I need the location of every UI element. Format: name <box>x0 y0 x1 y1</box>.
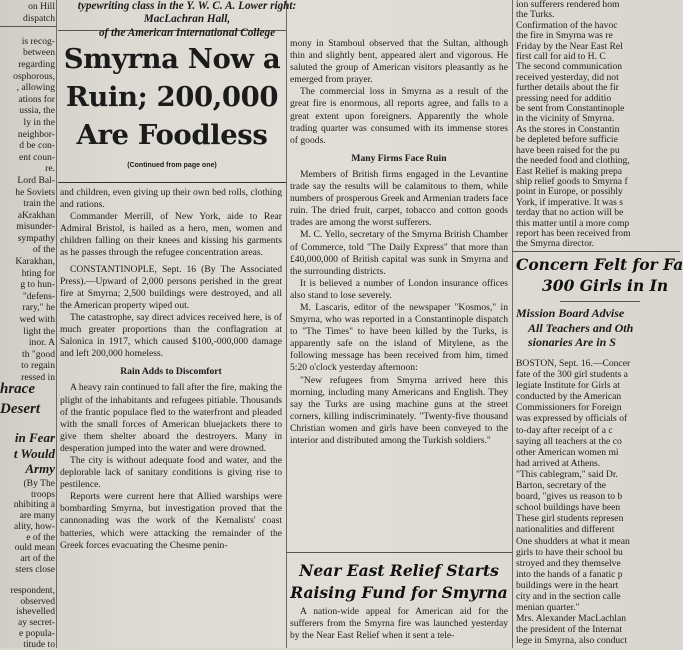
paragraph: mony in Stamboul observed that the Sultan, although thin and slightly bent, appeared alert and vigorous. He saluted the group of American visitors pleasantly as he emerged from prayer. <box>290 38 508 86</box>
article-column-3 <box>290 38 508 550</box>
text-line: stroyed and they themselve <box>516 557 621 569</box>
column-rule <box>512 0 513 648</box>
text-line: ly in the <box>23 116 55 128</box>
left-edge-column-top <box>0 1 55 383</box>
headline-line: Smyrna Now a <box>63 43 281 75</box>
text-line: legiate Institute for Girls at <box>516 380 620 392</box>
text-line: first call for aid to H. C <box>516 51 606 63</box>
text-line: be depleted before sufficie <box>516 134 618 146</box>
text-line: between <box>23 47 55 59</box>
text-line: troops <box>31 488 55 500</box>
caption-line: typewriting class in the Y. W. C. A. Lower right: MacLachran Hall, <box>77 0 297 26</box>
text-line: conducted by the American <box>516 391 622 403</box>
headline-line: Raising Fund for Smyrna <box>290 583 508 602</box>
text-line: inor. A <box>28 337 55 349</box>
text-line: fate of the 300 girl students a <box>516 369 628 381</box>
text-line: "This cablegram," said Dr. <box>516 468 618 480</box>
caption-line: of the American International College <box>98 26 276 39</box>
text-line: is recog- <box>21 35 55 47</box>
headline-line: sionaries Are in S <box>528 335 616 349</box>
text-line: th "good <box>22 348 55 360</box>
paragraph: CONSTANTINOPLE, Sept. 16 (By The Associated Press).—Upward of 2,000 persons perished in the great fire at Smyrna; 2,500 buildings were destroyed, and all the American property wiped out. <box>60 263 282 311</box>
left-edge-headline-line: Army <box>25 461 55 476</box>
text-line: Commissioners for Foreign <box>516 402 622 414</box>
text-line: board, "gives us reason to b <box>516 491 623 503</box>
text-line: to regain <box>21 360 55 372</box>
paragraph: and children, even giving up their own bed rolls, clothing and rations. <box>60 187 282 211</box>
text-line: These girl students represen <box>516 513 624 525</box>
text-line: ressed in <box>21 372 55 383</box>
text-line: ion sufferers rendered hom <box>516 0 620 10</box>
text-line: York, if imperative. It was s <box>516 196 623 208</box>
subheading: Many Firms Face Ruin <box>351 152 447 164</box>
text-line: hting for <box>21 267 55 279</box>
text-line: Karakhan, <box>15 256 55 268</box>
text-line: ishevelled <box>16 606 55 618</box>
text-line: report has been received from <box>516 227 631 239</box>
paragraph: "New refugees from Smyrna arrived here this morning, including many Americans and English. They say the Turks are using machine guns at the street corners, killing indiscriminately. "Twenty-five thousand Christian women and girls have been conveyed to the interior and distributed among the Turkish soldiers." <box>290 374 508 446</box>
text-line: this matter until a more comp <box>516 217 630 229</box>
article-column-3-bottom <box>290 606 508 648</box>
text-line: observed <box>20 595 55 607</box>
text-line: misunder- <box>16 221 55 233</box>
text-line: train the <box>23 198 55 210</box>
article-column-2 <box>60 187 282 648</box>
text-line: One shudders at what it mean <box>516 535 630 547</box>
text-line: respondent, <box>10 585 55 597</box>
text-line: lege in Smyrna, also conduct <box>516 635 628 647</box>
text-line: regarding <box>18 58 55 70</box>
text-line: the fire in Smyrna was re <box>516 30 613 42</box>
text-line: , allowing <box>16 82 55 94</box>
text-line: saying all teachers at the co <box>516 435 622 447</box>
text-line: As the stores in Constantin <box>516 123 620 135</box>
text-line: ship relief goods to Smyrna f <box>516 175 628 187</box>
paragraph: Commander Merrill, of New York, aide to Rear Admiral Bristol, is hailed as a hero, men, women and children falling on their knees and kissing his garments as he passes through the refugee concentration areas. <box>60 211 282 259</box>
photo-caption <box>62 0 312 40</box>
text-line: BOSTON, Sept. 16.—Concer <box>516 358 631 369</box>
left-edge-headline-1 <box>0 379 55 419</box>
relief-headline <box>288 560 510 604</box>
text-line: light the <box>23 325 55 337</box>
divider <box>560 301 640 302</box>
text-line: "defens- <box>22 290 55 302</box>
concern-headline <box>516 254 683 296</box>
text-line: Confirmation of the havoc <box>516 19 618 31</box>
left-edge-headline-line: in Fear <box>14 430 55 445</box>
paragraph: The commercial loss in Smyrna as a result of the great fire is enormous, all reports agree, and falls to a great extent upon foreigners. Apparently the whole trading quarter was consumed with its immense stores of goods. <box>290 86 508 146</box>
text-line: ations for <box>18 93 55 105</box>
main-headline <box>58 40 286 154</box>
text-line: ould mean <box>14 542 55 554</box>
text-line: sympathy <box>17 232 55 244</box>
left-edge-headline-line: Desert <box>0 401 40 417</box>
text-line: e of the <box>26 531 55 543</box>
paragraph: The city is without adequate food and water, and the deplorable lack of sanitary conditions is giving rise to pestilence. <box>60 454 282 491</box>
paragraph: It is believed a number of London insurance offices also stand to lose severely. <box>290 277 508 301</box>
text-line: on Hill <box>28 1 55 12</box>
column-rule <box>56 0 57 648</box>
divider <box>286 552 512 553</box>
text-line: titude to <box>23 638 55 650</box>
column-rule <box>286 0 287 648</box>
text-line: to-day after receipt of a c <box>516 424 613 436</box>
text-line: neighbor- <box>17 128 55 140</box>
text-line: rary," he <box>22 302 55 314</box>
text-line: nhibiting a <box>13 499 55 511</box>
left-edge-column-bottom <box>0 479 55 648</box>
headline-line: Near East Relief Starts <box>299 561 499 580</box>
continued-note: (Continued from page one) <box>127 162 217 169</box>
text-line: g to hun- <box>20 279 55 291</box>
left-edge-headline-line: hrace <box>0 381 35 397</box>
article-column-4-top <box>516 0 680 250</box>
text-line: terday that no action will be <box>516 207 624 219</box>
subheading: Rain Adds to Discomfort <box>120 366 222 378</box>
paragraph: M. C. Yello, secretary of the Smyrna British Chamber of Commerce, told "The Daily Express" that more than £40,000,000 of British capital was sunk in Smyrna and the surrounding districts. <box>290 229 508 277</box>
paragraph: Reports were current here that Allied warships were bombarding Smyrna, but investigation proved that the cannonading was the work of the Kemalists' coast batteries, which were attacking the remainder of the Greek forces evacuating the Chesme penin- <box>60 491 282 551</box>
headline-line: 300 Girls in In <box>542 276 669 295</box>
text-line: the president of the Internat <box>516 624 623 636</box>
paragraph: M. Lascaris, editor of the newspaper "Kosmos," in Smyrna, who was reported in a Constantinople dispatch to "The Times" to have been killed by the Turks, is apparently safe on the island of Mitylene, as the following message has been received from him, timed 5:20 o'clock yesterday afternoon: <box>290 301 508 374</box>
headline-line: Ruin; 200,000 <box>65 81 279 113</box>
text-line: ent coun- <box>19 151 55 163</box>
headline-line: All Teachers and Oth <box>528 320 634 335</box>
text-line: other American women mi <box>516 446 619 458</box>
headline-line: Mission Board Advise <box>516 306 625 320</box>
text-line: Lord Bal- <box>17 174 55 186</box>
mission-board-headline <box>516 306 680 350</box>
text-line: nationalities and different <box>516 524 615 536</box>
left-edge-headline-2 <box>0 430 55 477</box>
text-line: dispatch <box>23 12 55 24</box>
text-line: girls to have their school bu <box>516 546 623 558</box>
text-line: menian quarter." <box>516 602 580 614</box>
text-line: d be con- <box>19 140 55 152</box>
text-line: osphorous, <box>13 70 55 82</box>
text-line: the Turks. <box>516 9 555 21</box>
divider <box>58 182 286 183</box>
text-line: the Smyrna director. <box>516 238 595 250</box>
text-line: was expressed by officials of <box>516 413 628 425</box>
text-line: East Relief is making prepa <box>516 165 623 177</box>
text-line <box>0 24 55 36</box>
text-line: of the <box>32 244 55 256</box>
text-line: he Soviets <box>15 186 55 198</box>
text-line: received yesterday, did not <box>516 71 619 83</box>
text-line: have been raised for the pu <box>516 144 620 156</box>
text-line: wed with <box>19 314 55 326</box>
paragraph: Members of British firms engaged in the Levantine trade say the results will be calamitous to them, while numbers of prosperous Greek and Armenian traders face ruin. The dried fruit, carpet, tobacco and cotton goods trades are among the worst sufferers. <box>290 168 508 229</box>
text-line: are many <box>19 510 55 522</box>
text-line: the needed food and clothing, <box>516 155 630 167</box>
text-line: point in Europe, or possibly <box>516 186 623 198</box>
text-line: pressing need for additio <box>516 92 612 104</box>
text-line: school buildings have been <box>516 502 621 514</box>
text-line: be sent from Constantinople <box>516 103 625 115</box>
text-line: had arrived at Athens. <box>516 457 601 469</box>
divider <box>512 251 680 252</box>
text-line: in the vicinity of Smyrna. <box>516 113 615 125</box>
paragraph: A nation-wide appeal for American aid for the sufferers from the Smyrna fire was launched yesterday by the Near East Relief when it sent a tele- <box>290 606 508 642</box>
text-line: city and in the section calle <box>516 590 621 602</box>
paragraph: The catastrophe, say direct advices received here, is of much greater proportions than the conflagration at Salonica in 1917, which caused $100,-000,000 damage and left 200,000 homeless. <box>60 311 282 360</box>
text-line: aKrakhan <box>17 209 55 221</box>
text-line: Mrs. Alexander MacLachlan <box>516 613 627 625</box>
headline-line: Are Foodless <box>76 119 268 151</box>
text-line: ay secret- <box>17 617 55 629</box>
text-line: The second communication <box>516 61 623 73</box>
left-edge-headline-line: t Would <box>13 445 55 461</box>
text-line: into the hands of a fanatic p <box>516 568 623 580</box>
text-line: Friday by the Near East Rel <box>516 40 623 52</box>
paragraph: A heavy rain continued to fall after the fire, making the plight of the inhabitants and refugees pitiable. Thousands of the frantic populace fled to the waterfront and pleaded with the small forces of American bluejackets there to give them shelter aboard the destroyers. Many in desperation jumped into the water and were drowned. <box>60 382 282 454</box>
text-line: e popula- <box>19 627 55 639</box>
text-line: art of the <box>20 552 55 564</box>
text-line: re. <box>45 163 55 175</box>
article-column-4-bottom <box>516 358 680 648</box>
text-line: Barton, secretary of the <box>516 480 607 492</box>
text-line: sters close <box>15 563 55 575</box>
text-line: buildings were in the heart <box>516 579 619 591</box>
text-line: ality, how- <box>14 520 55 532</box>
text-line: further details about the fir <box>516 82 619 94</box>
text-line: (By The <box>23 478 55 489</box>
headline-line: Concern Felt for Fa <box>516 255 683 274</box>
text-line: ussia, the <box>19 105 55 117</box>
